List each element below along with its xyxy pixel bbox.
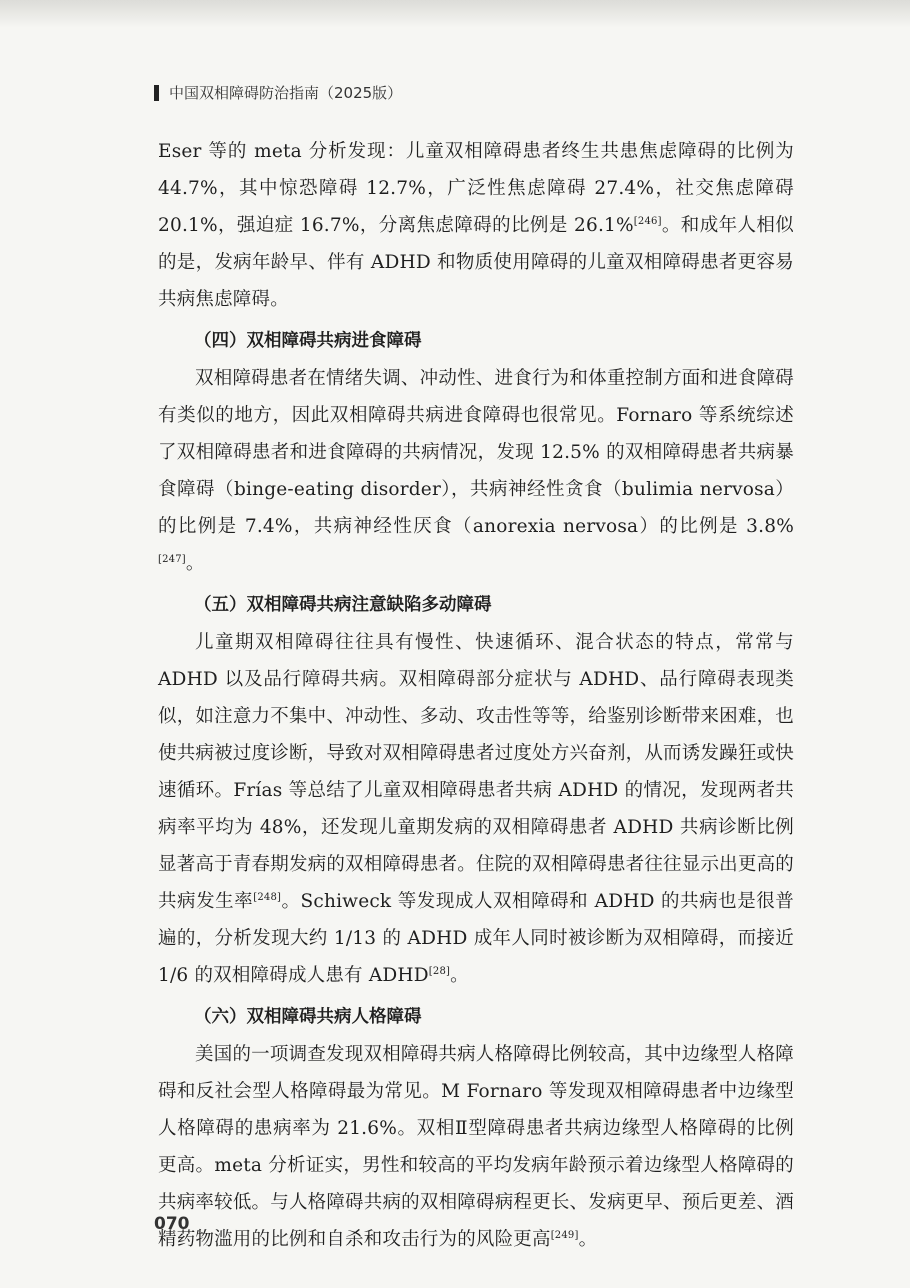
header-marker xyxy=(154,85,159,101)
citation: [247] xyxy=(158,553,186,565)
citation: [248] xyxy=(253,891,282,903)
body-text xyxy=(158,133,794,1258)
running-title: 中国双相障碍防治指南（2025版） xyxy=(169,84,403,102)
section-heading-eating-disorder: （四）双相障碍共病进食障碍 xyxy=(194,331,422,351)
paragraph-anxiety: Eser 等的 meta 分析发现：儿童双相障碍患者终生共患焦虑障碍的比例为 44.7%，其中惊恐障碍 12.7%，广泛性焦虑障碍 27.4%，社交焦虑障碍 20.1%，强迫症 16.7%，分离焦虑障碍的比例是 26.1%[246]。和成年人相似的是，发病年龄早、伴有 ADHD 和物质使用障碍的儿童双相障碍患者更容易共病焦虑障碍。 xyxy=(158,141,794,310)
section-heading-personality-disorder: （六）双相障碍共病人格障碍 xyxy=(194,1007,422,1027)
running-header xyxy=(154,82,402,103)
paragraph-personality-disorder: 美国的一项调查发现双相障碍共病人格障碍比例较高，其中边缘型人格障碍和反社会型人格障碍最为常见。M Fornaro 等发现双相障碍患者中边缘型人格障碍的患病率为 21.6%。双相Ⅱ型障碍患者共病边缘型人格障碍的比例更高。meta 分析证实，男性和较高的平均发病年龄预示着边缘型人格障碍的共病率较低。与人格障碍共病的双相障碍病程更长、发病更早、预后更差、酒精药物滥用的比例和自杀和攻击行为的风险更高[249]。 xyxy=(158,1044,794,1250)
scan-shadow xyxy=(0,0,910,28)
citation: [246] xyxy=(633,215,662,227)
section-heading-adhd: （五）双相障碍共病注意缺陷多动障碍 xyxy=(194,595,492,615)
page-number: 070 xyxy=(154,1214,190,1234)
paragraph-eating-disorder: 双相障碍患者在情绪失调、冲动性、进食行为和体重控制方面和进食障碍有类似的地方，因此双相障碍共病进食障碍也很常见。Fornaro 等系统综述了双相障碍患者和进食障碍的共病情况，发现 12.5% 的双相障碍患者共病暴食障碍（binge-eating disorder），共病神经性贪食（bulimia nervosa）的比例是 7.4%，共病神经性厌食（anorexia nervosa）的比例是 3.8%[247]。 xyxy=(158,368,794,574)
citation: [249] xyxy=(550,1229,579,1241)
citation: [28] xyxy=(428,965,451,977)
paragraph-adhd: 儿童期双相障碍往往具有慢性、快速循环、混合状态的特点，常常与 ADHD 以及品行障碍共病。双相障碍部分症状与 ADHD、品行障碍表现类似，如注意力不集中、冲动性、多动、攻击性等等，给鉴别诊断带来困难，也使共病被过度诊断，导致对双相障碍患者过度处方兴奋剂，从而诱发躁狂或快速循环。Frías 等总结了儿童双相障碍患者共病 ADHD 的情况，发现两者共病率平均为 48%，还发现儿童期发病的双相障碍患者 ADHD 共病诊断比例显著高于青春期发病的双相障碍患者。住院的双相障碍患者往往显示出更高的共病发生率[248]。Schiweck 等发现成人双相障碍和 ADHD 的共病也是很普遍的，分析发现大约 1/13 的 ADHD 成年人同时被诊断为双相障碍，而接近 1/6 的双相障碍成人患有 ADHD[28]。 xyxy=(158,632,794,986)
